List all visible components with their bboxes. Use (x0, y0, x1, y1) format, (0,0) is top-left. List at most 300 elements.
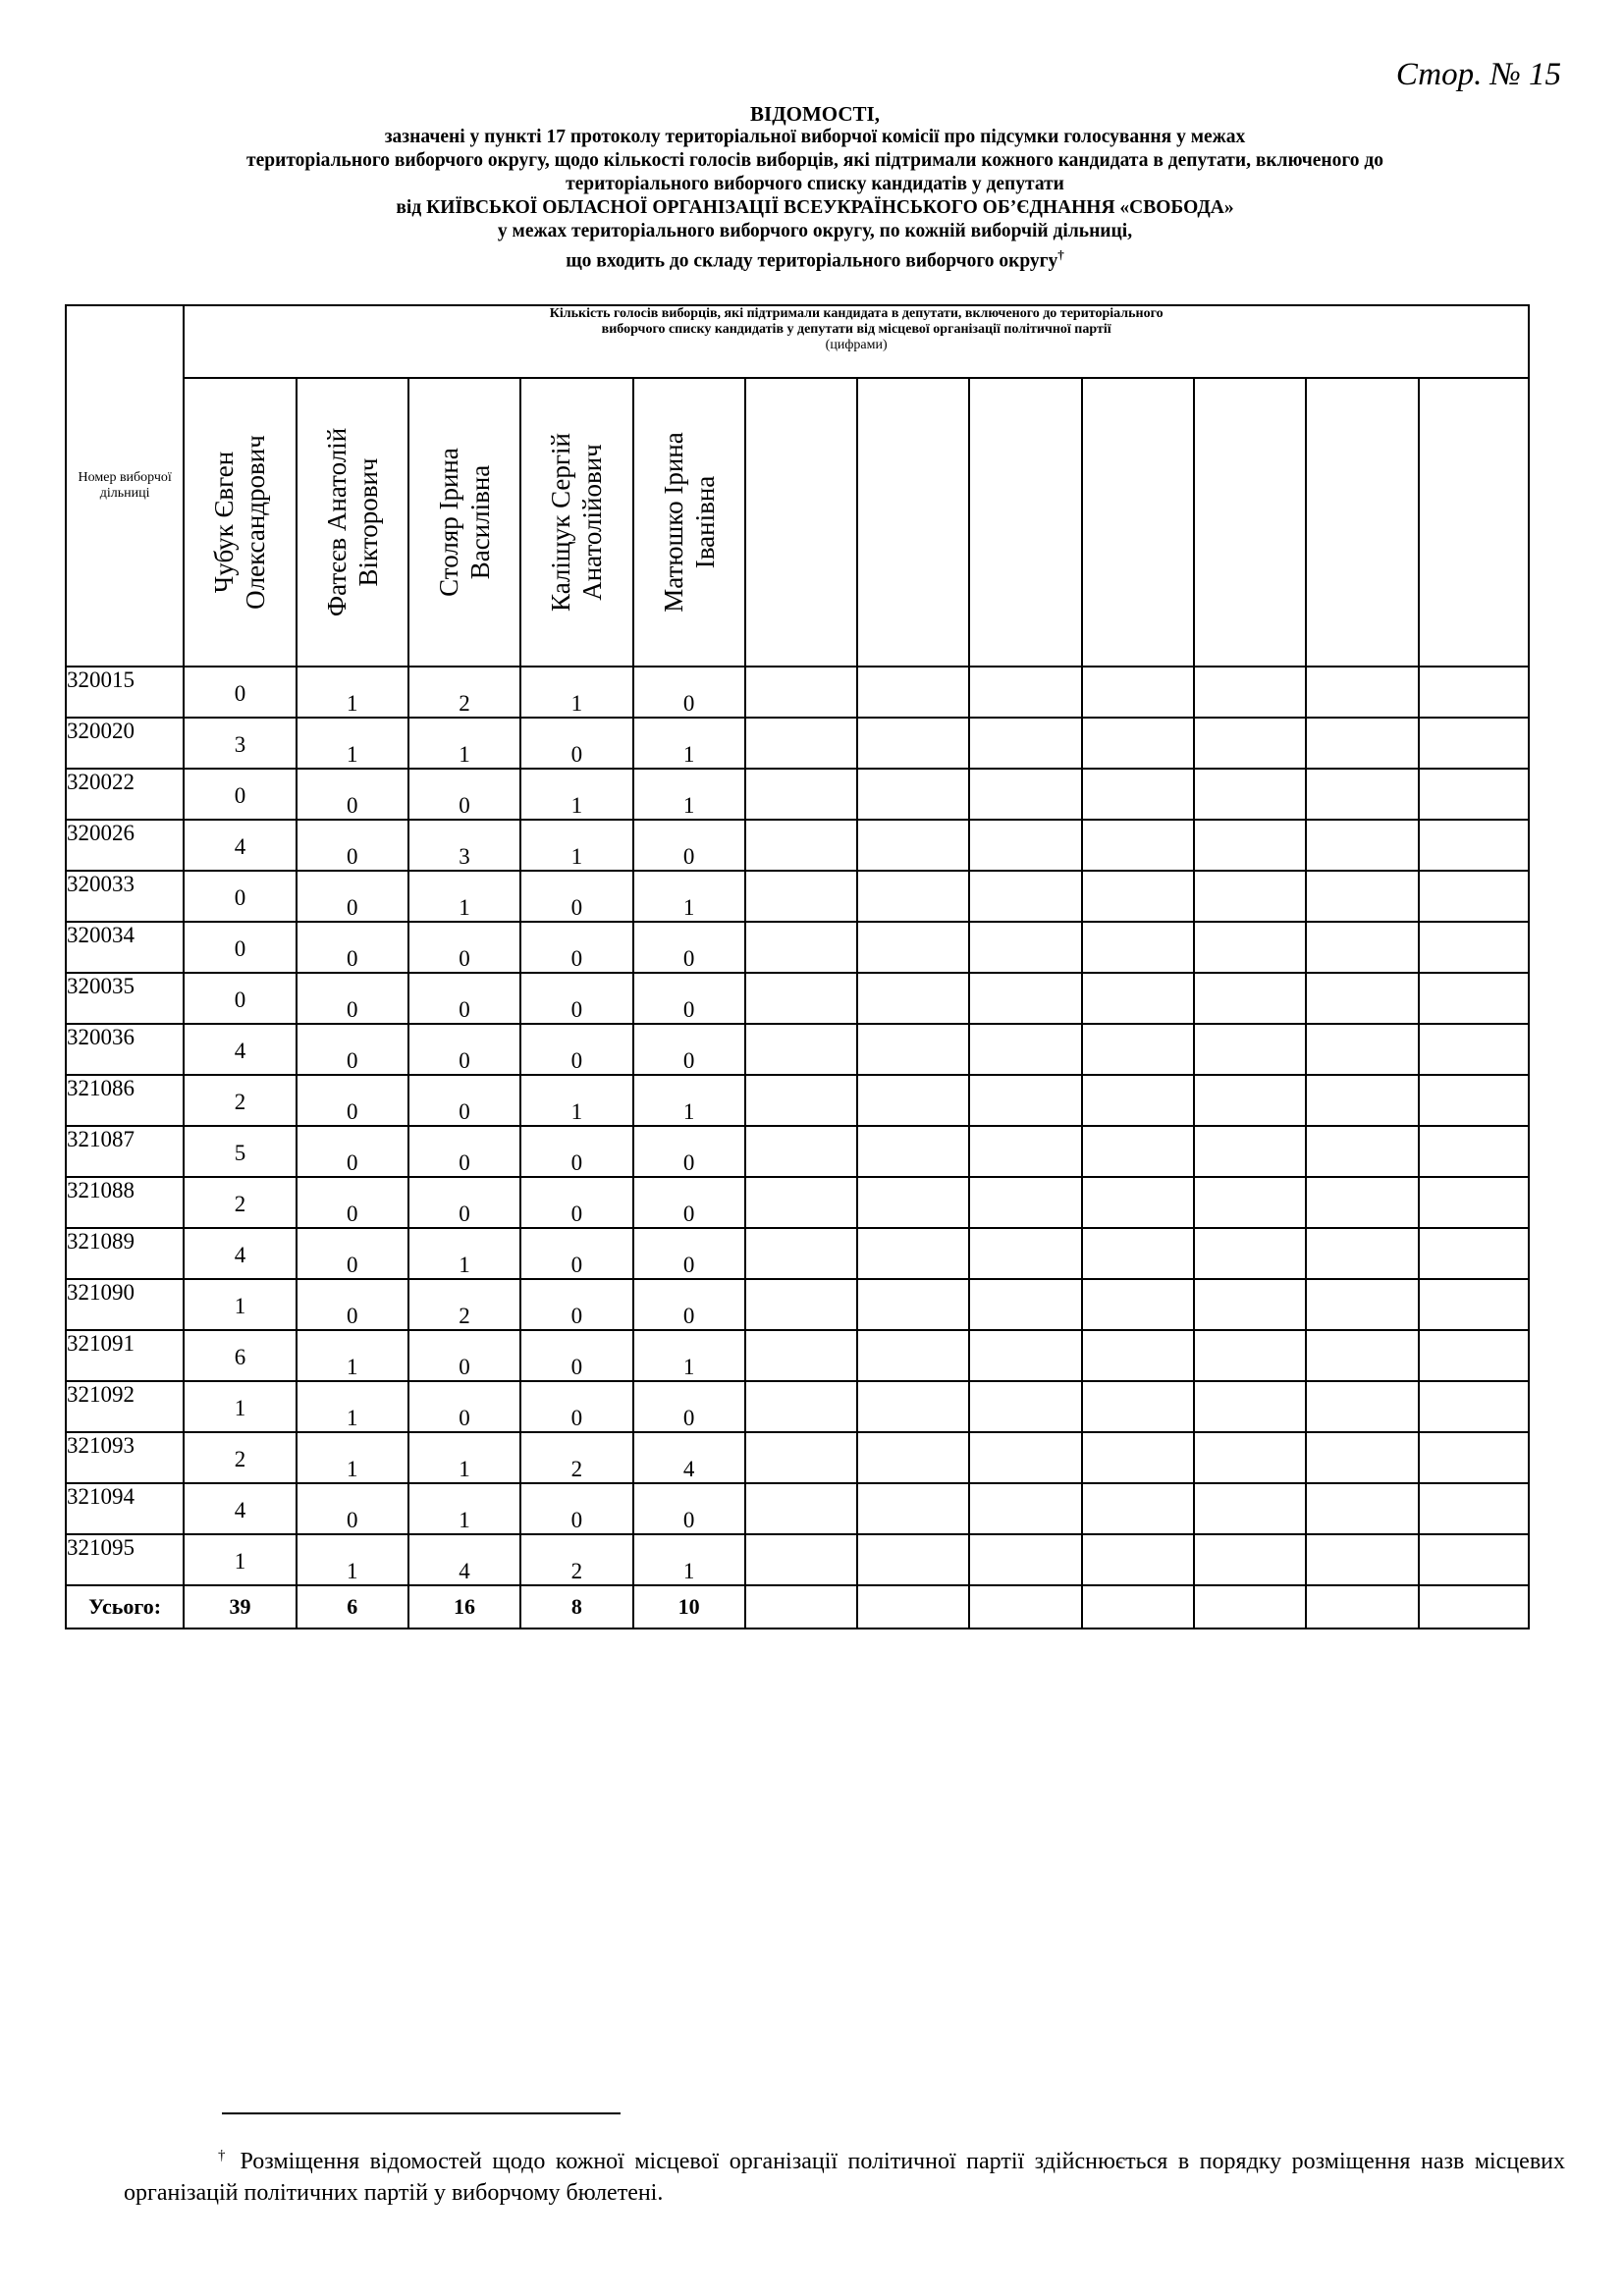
empty-cell (1194, 1228, 1306, 1279)
empty-cell (857, 1432, 969, 1483)
vote-count-cell: 0 (297, 820, 408, 871)
vote-count-cell: 4 (184, 1483, 296, 1534)
vote-count-cell: 0 (297, 1228, 408, 1279)
total-value: 16 (408, 1585, 520, 1629)
vote-count-cell: 1 (520, 667, 632, 718)
empty-cell (1082, 718, 1194, 769)
empty-cell (1194, 922, 1306, 973)
empty-candidate-header (745, 378, 857, 667)
vote-count-cell: 0 (297, 973, 408, 1024)
table-row (66, 871, 1529, 922)
table-body (66, 667, 1529, 1629)
empty-cell (1419, 718, 1529, 769)
vote-count-cell: 0 (408, 1330, 520, 1381)
precinct-number: 320026 (66, 820, 184, 871)
candidate-patronymic: Анатолійович (577, 444, 608, 601)
precinct-number: 321092 (66, 1381, 184, 1432)
candidate-name (208, 390, 271, 655)
candidate-name (545, 390, 608, 655)
empty-cell (857, 1330, 969, 1381)
empty-cell (969, 769, 1081, 820)
vote-count-cell: 4 (633, 1432, 745, 1483)
table-row (66, 1024, 1529, 1075)
vote-count-cell: 1 (184, 1279, 296, 1330)
vote-count-cell: 4 (184, 1228, 296, 1279)
empty-cell (1306, 1177, 1418, 1228)
vote-count-cell: 0 (184, 922, 296, 973)
vote-count-cell: 0 (520, 1279, 632, 1330)
footnote-mark: † (218, 2148, 231, 2163)
empty-cell (1419, 871, 1529, 922)
empty-cell (1082, 973, 1194, 1024)
empty-cell (1194, 667, 1306, 718)
empty-cell (745, 667, 857, 718)
empty-cell (1306, 1585, 1418, 1629)
vote-count-cell: 1 (297, 1330, 408, 1381)
empty-cell (1306, 1126, 1418, 1177)
empty-cell (1082, 1534, 1194, 1585)
vote-count-cell: 0 (184, 769, 296, 820)
vote-count-cell: 0 (297, 1279, 408, 1330)
vote-count-cell: 0 (520, 1330, 632, 1381)
vote-count-cell: 0 (297, 1126, 408, 1177)
empty-cell (1306, 1075, 1418, 1126)
precinct-number: 320033 (66, 871, 184, 922)
vote-count-cell: 0 (297, 769, 408, 820)
table-row (66, 973, 1529, 1024)
empty-cell (1306, 1432, 1418, 1483)
empty-cell (1082, 1075, 1194, 1126)
empty-cell (969, 1585, 1081, 1629)
vote-count-cell: 2 (520, 1432, 632, 1483)
vote-count-cell: 2 (184, 1432, 296, 1483)
vote-count-cell: 2 (184, 1177, 296, 1228)
group-header-line: Кількість голосів виборців, які підтримали кандидата в депутати, включеного до територіального (549, 306, 1164, 321)
empty-cell (1419, 1024, 1529, 1075)
empty-cell (969, 820, 1081, 871)
empty-cell (1194, 718, 1306, 769)
precinct-number: 321086 (66, 1075, 184, 1126)
vote-count-cell: 0 (297, 1024, 408, 1075)
results-table (65, 304, 1530, 1629)
empty-cell (969, 1228, 1081, 1279)
vote-count-cell: 0 (408, 769, 520, 820)
empty-cell (857, 718, 969, 769)
vote-count-cell: 6 (184, 1330, 296, 1381)
table-row (66, 1483, 1529, 1534)
empty-cell (745, 769, 857, 820)
vote-count-cell: 5 (184, 1126, 296, 1177)
empty-cell (1419, 1279, 1529, 1330)
vote-count-cell: 0 (297, 1177, 408, 1228)
empty-cell (969, 1483, 1081, 1534)
empty-cell (857, 820, 969, 871)
table-row (66, 718, 1529, 769)
vote-count-cell: 0 (297, 1483, 408, 1534)
vote-count-cell: 0 (520, 1228, 632, 1279)
footnote-marker: † (1057, 247, 1064, 262)
empty-cell (1419, 1228, 1529, 1279)
empty-cell (1194, 1126, 1306, 1177)
empty-cell (1194, 1432, 1306, 1483)
vote-count-cell: 0 (520, 1024, 632, 1075)
vote-count-cell: 1 (520, 820, 632, 871)
vote-count-cell: 3 (184, 718, 296, 769)
empty-cell (969, 973, 1081, 1024)
vote-count-cell: 1 (633, 871, 745, 922)
empty-cell (1082, 922, 1194, 973)
vote-count-cell: 0 (408, 973, 520, 1024)
empty-cell (1306, 1228, 1418, 1279)
empty-cell (1194, 1585, 1306, 1629)
empty-cell (1306, 667, 1418, 718)
vote-count-cell: 2 (520, 1534, 632, 1585)
empty-cell (969, 1330, 1081, 1381)
vote-count-cell: 0 (408, 1126, 520, 1177)
footnote-divider (222, 2112, 621, 2114)
empty-cell (857, 1024, 969, 1075)
vote-count-cell: 1 (297, 667, 408, 718)
empty-cell (969, 1126, 1081, 1177)
empty-cell (1194, 769, 1306, 820)
empty-cell (857, 922, 969, 973)
vote-count-cell: 0 (520, 871, 632, 922)
vote-count-cell: 1 (520, 769, 632, 820)
empty-cell (1082, 1381, 1194, 1432)
vote-count-cell: 0 (633, 922, 745, 973)
empty-cell (745, 820, 857, 871)
vote-count-cell: 0 (408, 1381, 520, 1432)
empty-candidate-header (1419, 378, 1529, 667)
empty-cell (1082, 1177, 1194, 1228)
vote-count-cell: 1 (408, 1483, 520, 1534)
empty-cell (1194, 1279, 1306, 1330)
empty-cell (857, 1075, 969, 1126)
empty-cell (1419, 1177, 1529, 1228)
empty-cell (1306, 1381, 1418, 1432)
empty-cell (1082, 1330, 1194, 1381)
empty-cell (1306, 820, 1418, 871)
vote-count-cell: 2 (408, 667, 520, 718)
empty-cell (1419, 922, 1529, 973)
empty-cell (857, 1177, 969, 1228)
vote-count-cell: 1 (184, 1381, 296, 1432)
candidate-surname-name: Фатєєв Анатолій (321, 427, 352, 617)
precinct-number: 320015 (66, 667, 184, 718)
empty-cell (969, 1177, 1081, 1228)
empty-cell (857, 1279, 969, 1330)
empty-cell (745, 1483, 857, 1534)
empty-cell (1082, 1483, 1194, 1534)
empty-cell (1419, 1330, 1529, 1381)
candidate-patronymic: Василівна (465, 464, 496, 580)
empty-cell (745, 1279, 857, 1330)
table-row (66, 1432, 1529, 1483)
empty-cell (1082, 1228, 1194, 1279)
precinct-number: 321094 (66, 1483, 184, 1534)
precinct-number: 321090 (66, 1279, 184, 1330)
vote-count-cell: 0 (633, 1381, 745, 1432)
precinct-number: 320036 (66, 1024, 184, 1075)
vote-count-cell: 0 (520, 1483, 632, 1534)
candidate-header (408, 378, 520, 667)
vote-count-cell: 1 (184, 1534, 296, 1585)
empty-cell (969, 1381, 1081, 1432)
total-label: Усього: (66, 1585, 184, 1629)
table-row (66, 922, 1529, 973)
total-value: 8 (520, 1585, 632, 1629)
candidate-surname-name: Чубук Євген (209, 451, 240, 594)
empty-cell (969, 718, 1081, 769)
document-title: ВІДОМОСТІ, (750, 102, 880, 126)
empty-cell (1082, 1279, 1194, 1330)
vote-count-cell: 0 (520, 1177, 632, 1228)
empty-cell (745, 1177, 857, 1228)
vote-count-cell: 0 (520, 1381, 632, 1432)
vote-count-cell: 0 (633, 1483, 745, 1534)
empty-cell (857, 973, 969, 1024)
empty-cell (745, 1126, 857, 1177)
empty-cell (1082, 1126, 1194, 1177)
vote-count-cell: 0 (184, 667, 296, 718)
empty-cell (745, 922, 857, 973)
empty-cell (1419, 1483, 1529, 1534)
candidate-header (520, 378, 632, 667)
vote-count-cell: 0 (633, 1228, 745, 1279)
empty-cell (969, 1075, 1081, 1126)
heading-line: територіального виборчого округу, щодо кількості голосів виборців, які підтримали кожного кандидата в депутати, включеного до (246, 150, 1383, 171)
candidate-surname-name: Матюшко Ірина (658, 432, 688, 613)
precinct-number: 320022 (66, 769, 184, 820)
table-row (66, 1330, 1529, 1381)
precinct-number: 321095 (66, 1534, 184, 1585)
precinct-number: 321091 (66, 1330, 184, 1381)
empty-cell (1194, 1024, 1306, 1075)
empty-cell (1306, 922, 1418, 973)
empty-cell (745, 871, 857, 922)
empty-cell (857, 1381, 969, 1432)
vote-count-cell: 1 (633, 718, 745, 769)
total-value: 6 (297, 1585, 408, 1629)
empty-cell (745, 718, 857, 769)
vote-count-cell: 0 (184, 973, 296, 1024)
empty-cell (969, 1534, 1081, 1585)
footnote-text: Розміщення відомостей щодо кожної місцевої організації політичної партії здійснюється в порядку розміщення назв місцевих організацій політичних партій у виборчому бюлетені. (124, 2149, 1566, 2206)
candidate-surname-name: Столяр Ірина (434, 448, 464, 597)
empty-cell (1082, 1432, 1194, 1483)
empty-cell (969, 871, 1081, 922)
empty-cell (1082, 1024, 1194, 1075)
empty-cell (969, 1279, 1081, 1330)
empty-cell (1082, 769, 1194, 820)
empty-cell (1419, 1126, 1529, 1177)
empty-cell (1419, 1075, 1529, 1126)
table-row (66, 1279, 1529, 1330)
vote-count-cell: 1 (633, 769, 745, 820)
empty-cell (745, 1381, 857, 1432)
empty-cell (1419, 1432, 1529, 1483)
vote-count-cell: 0 (297, 922, 408, 973)
empty-cell (745, 1228, 857, 1279)
precinct-number: 320020 (66, 718, 184, 769)
empty-cell (745, 1024, 857, 1075)
heading-line-last: що входить до складу територіального виборчого округу† (566, 247, 1064, 272)
candidate-header (633, 378, 745, 667)
empty-cell (857, 1126, 969, 1177)
vote-count-cell: 4 (184, 820, 296, 871)
empty-cell (857, 769, 969, 820)
table-row (66, 1075, 1529, 1126)
empty-cell (1419, 1534, 1529, 1585)
empty-cell (1419, 820, 1529, 871)
empty-cell (857, 1228, 969, 1279)
group-header-note: (цифрами) (825, 338, 888, 352)
empty-cell (1419, 769, 1529, 820)
vote-count-cell: 1 (297, 1381, 408, 1432)
empty-cell (745, 1075, 857, 1126)
votes-group-header (184, 305, 1529, 378)
empty-cell (969, 1432, 1081, 1483)
heading-line: територіального виборчого списку кандидатів у депутати (566, 174, 1064, 194)
candidate-patronymic: Іванівна (689, 475, 720, 569)
empty-cell (1194, 973, 1306, 1024)
empty-cell (1419, 667, 1529, 718)
empty-cell (1194, 1075, 1306, 1126)
precinct-number: 320035 (66, 973, 184, 1024)
vote-count-cell: 1 (633, 1534, 745, 1585)
empty-cell (1419, 973, 1529, 1024)
vote-count-cell: 1 (297, 1432, 408, 1483)
vote-count-cell: 1 (297, 1534, 408, 1585)
vote-count-cell: 0 (520, 973, 632, 1024)
precinct-number: 321093 (66, 1432, 184, 1483)
table-row (66, 1381, 1529, 1432)
empty-cell (1419, 1381, 1529, 1432)
empty-cell (857, 1585, 969, 1629)
vote-count-cell: 2 (408, 1279, 520, 1330)
empty-cell (1306, 871, 1418, 922)
empty-cell (745, 1330, 857, 1381)
empty-cell (1194, 1177, 1306, 1228)
vote-count-cell: 2 (184, 1075, 296, 1126)
vote-count-cell: 1 (408, 871, 520, 922)
vote-count-cell: 0 (633, 1024, 745, 1075)
table-row (66, 1534, 1529, 1585)
empty-candidate-header (1194, 378, 1306, 667)
vote-count-cell: 0 (408, 1177, 520, 1228)
empty-cell (1194, 1381, 1306, 1432)
vote-count-cell: 0 (297, 871, 408, 922)
vote-count-cell: 1 (520, 1075, 632, 1126)
table-row (66, 1177, 1529, 1228)
total-value: 10 (633, 1585, 745, 1629)
empty-cell (745, 1432, 857, 1483)
empty-cell (745, 1585, 857, 1629)
vote-count-cell: 0 (520, 1126, 632, 1177)
vote-count-cell: 0 (297, 1075, 408, 1126)
empty-candidate-header (969, 378, 1081, 667)
group-header-line: виборчого списку кандидатів у депутати від місцевої організації політичної партії (601, 322, 1111, 337)
empty-cell (1306, 1330, 1418, 1381)
candidate-patronymic: Вікторович (352, 457, 383, 587)
empty-cell (1082, 1585, 1194, 1629)
candidate-name (658, 390, 721, 655)
empty-cell (969, 922, 1081, 973)
empty-cell (1082, 667, 1194, 718)
vote-count-cell: 1 (633, 1330, 745, 1381)
empty-candidate-header (1306, 378, 1418, 667)
heading-line: зазначені у пункті 17 протоколу територіальної виборчої комісії про підсумки голосування у межах (384, 127, 1246, 147)
document-heading (59, 102, 1571, 274)
empty-cell (969, 1024, 1081, 1075)
precinct-column-header: Номер виборчої дільниці (66, 305, 184, 667)
empty-cell (857, 871, 969, 922)
precinct-number: 320034 (66, 922, 184, 973)
empty-cell (857, 667, 969, 718)
empty-cell (1306, 1534, 1418, 1585)
candidate-header-row (66, 378, 1529, 667)
empty-cell (1306, 769, 1418, 820)
candidate-name (321, 390, 384, 655)
heading-line: у межах територіального виборчого округу, по кожній виборчій дільниці, (497, 221, 1133, 241)
vote-count-cell: 0 (633, 820, 745, 871)
vote-count-cell: 0 (633, 667, 745, 718)
footnote (124, 2140, 1565, 2209)
empty-candidate-header (1082, 378, 1194, 667)
vote-count-cell: 0 (520, 718, 632, 769)
empty-cell (1306, 1279, 1418, 1330)
candidate-patronymic: Олександрович (241, 435, 271, 610)
empty-cell (1306, 1024, 1418, 1075)
empty-cell (1194, 1534, 1306, 1585)
heading-line: від КИЇВСЬКОЇ ОБЛАСНОЇ ОРГАНІЗАЦІЇ ВСЕУКРАЇНСЬКОГО ОБ’ЄДНАННЯ «СВОБОДА» (396, 197, 1234, 218)
vote-count-cell: 0 (520, 922, 632, 973)
vote-count-cell: 4 (408, 1534, 520, 1585)
empty-cell (1194, 820, 1306, 871)
empty-cell (1082, 820, 1194, 871)
vote-count-cell: 0 (408, 1075, 520, 1126)
vote-count-cell: 0 (408, 922, 520, 973)
total-row (66, 1585, 1529, 1629)
empty-cell (857, 1534, 969, 1585)
empty-cell (857, 1483, 969, 1534)
candidate-header (297, 378, 408, 667)
empty-cell (1306, 718, 1418, 769)
candidate-surname-name: Каліщук Сергій (546, 433, 576, 612)
precinct-number: 321087 (66, 1126, 184, 1177)
vote-count-cell: 3 (408, 820, 520, 871)
candidate-name (433, 390, 496, 655)
empty-cell (1082, 871, 1194, 922)
vote-count-cell: 4 (184, 1024, 296, 1075)
vote-count-cell: 0 (408, 1024, 520, 1075)
table-row (66, 769, 1529, 820)
empty-cell (1194, 1483, 1306, 1534)
table-row (66, 1126, 1529, 1177)
total-value: 39 (184, 1585, 296, 1629)
empty-cell (1306, 1483, 1418, 1534)
table-row (66, 1228, 1529, 1279)
vote-count-cell: 0 (633, 1126, 745, 1177)
vote-count-cell: 0 (633, 973, 745, 1024)
table-row (66, 820, 1529, 871)
empty-cell (1194, 1330, 1306, 1381)
vote-count-cell: 1 (297, 718, 408, 769)
vote-count-cell: 1 (408, 718, 520, 769)
vote-count-cell: 1 (408, 1432, 520, 1483)
empty-candidate-header (857, 378, 969, 667)
empty-cell (745, 973, 857, 1024)
